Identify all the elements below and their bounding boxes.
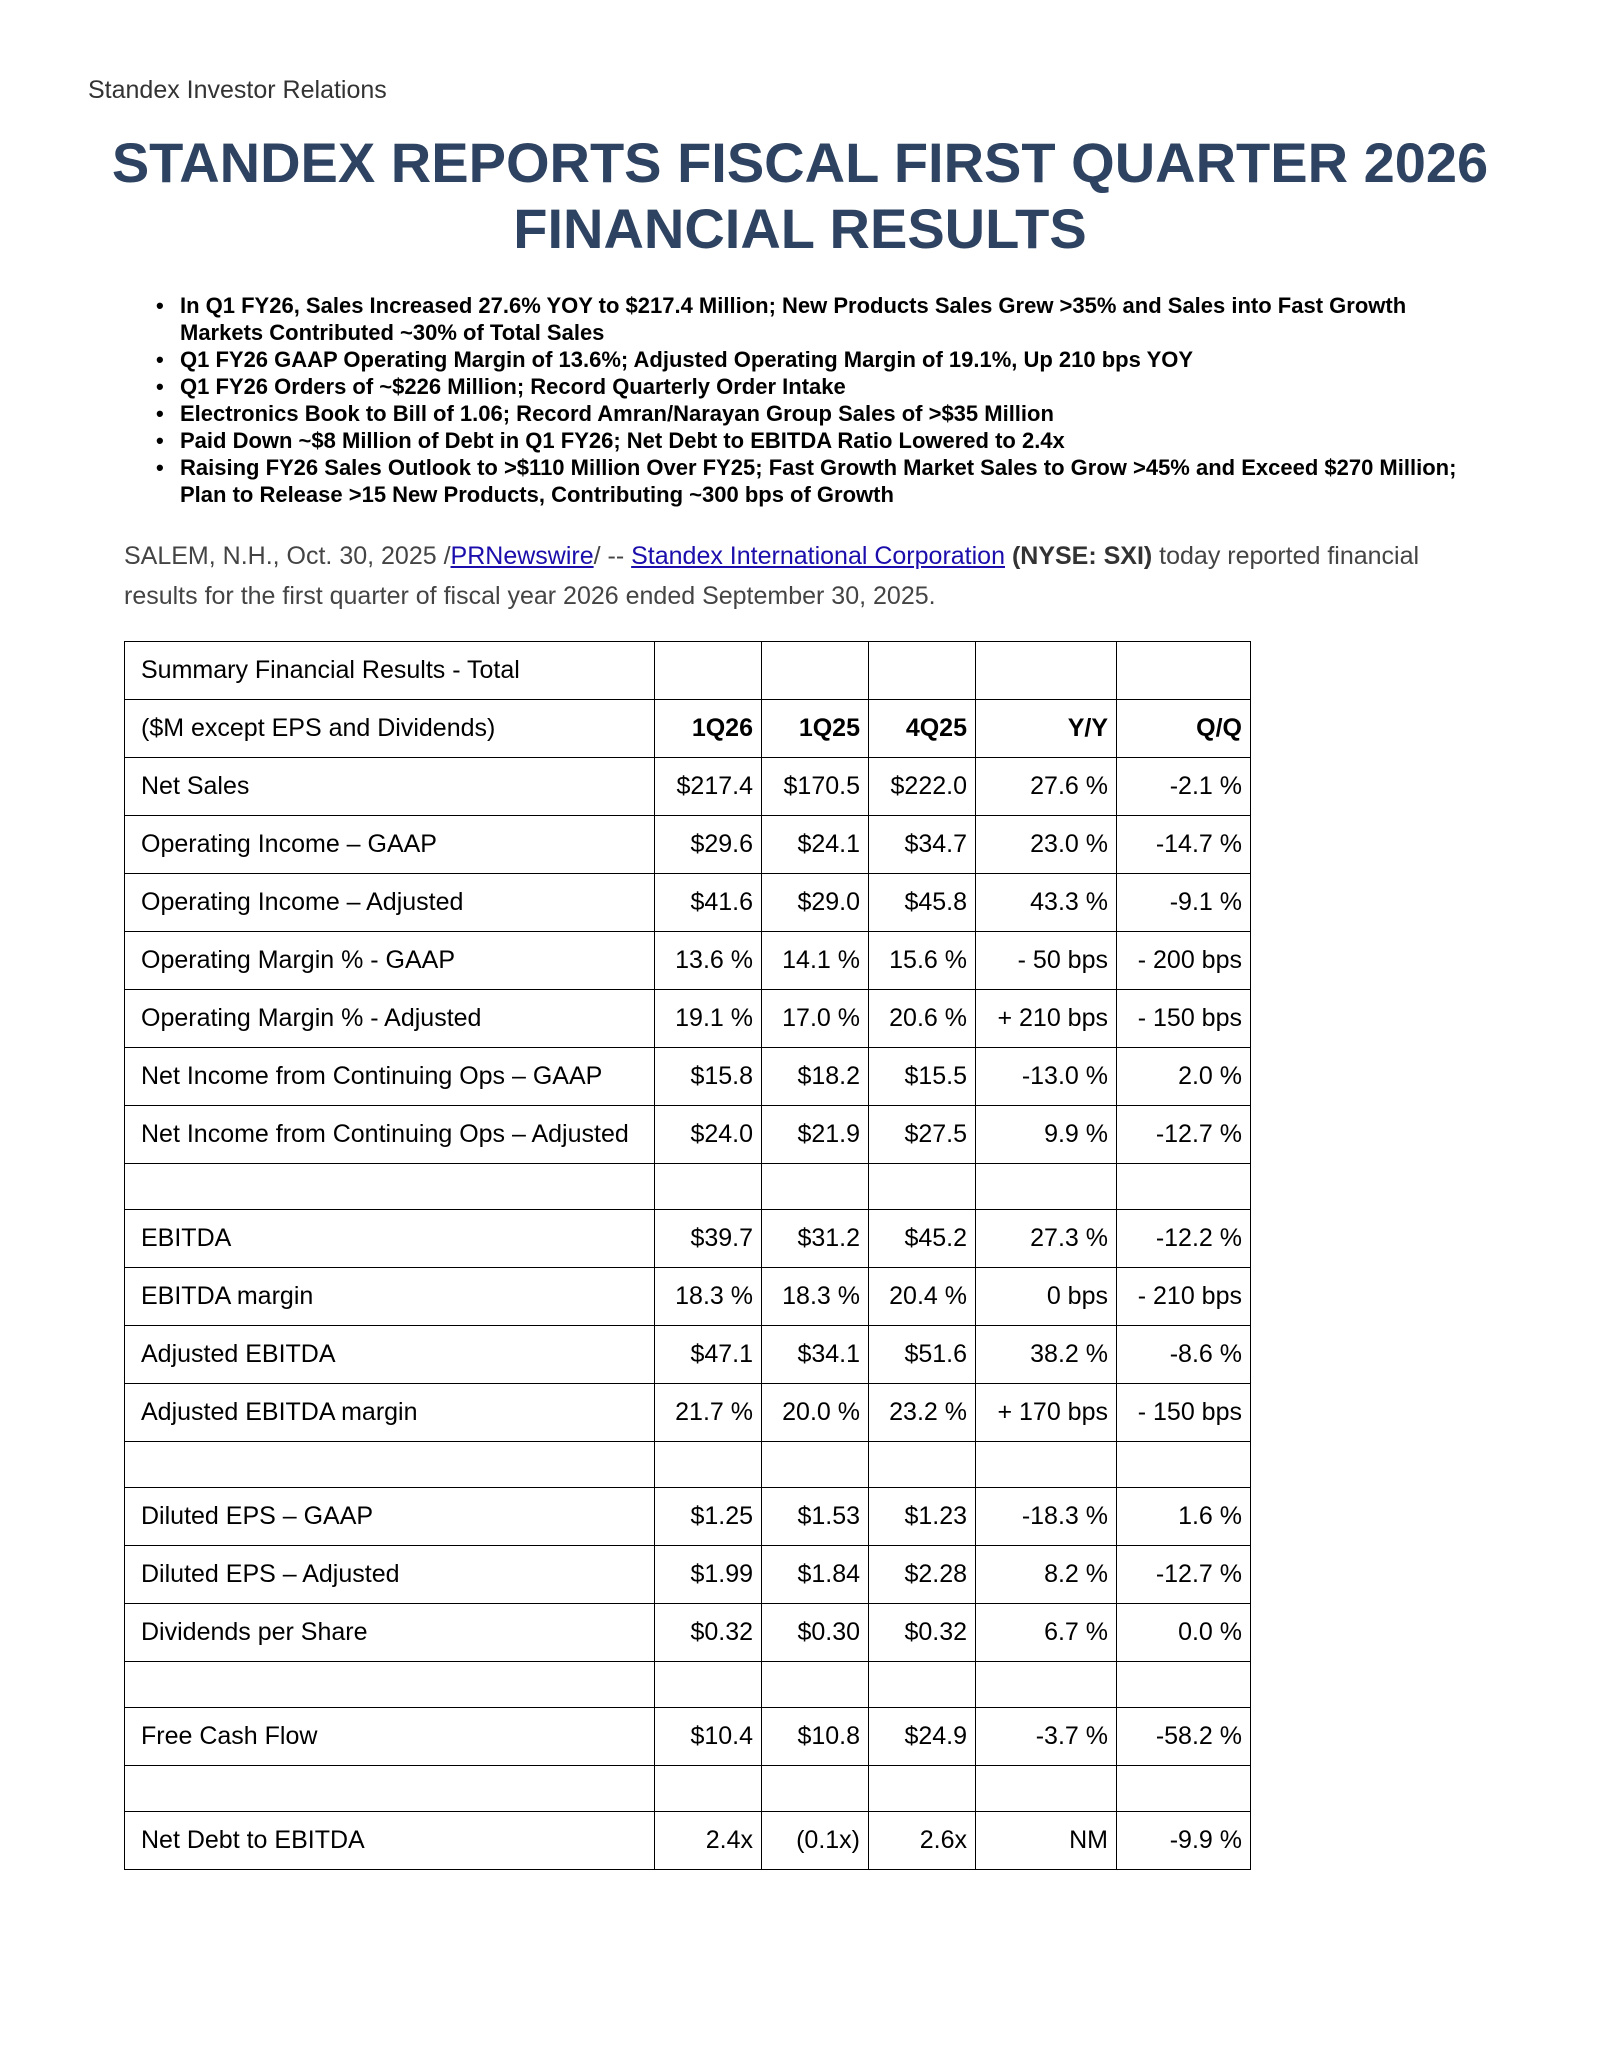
cell-value: 19.1 % <box>655 990 762 1048</box>
row-label: Net Sales <box>125 758 655 816</box>
table-spacer-row <box>125 1442 1251 1488</box>
header-label: ($M except EPS and Dividends) <box>125 700 655 758</box>
cell-value: 23.2 % <box>869 1384 976 1442</box>
table-row <box>125 1210 1251 1268</box>
row-label: Operating Margin % - Adjusted <box>125 990 655 1048</box>
cell-value: 13.6 % <box>655 932 762 990</box>
highlight-item: • Paid Down ~$8 Million of Debt in Q1 FY26; Net Debt to EBITDA Ratio Lowered to 2.4x <box>180 427 1480 454</box>
cell-value: 20.0 % <box>762 1384 869 1442</box>
cell-value: - 200 bps <box>1117 932 1251 990</box>
cell-value: $24.9 <box>869 1708 976 1766</box>
table-row <box>125 874 1251 932</box>
row-label: Diluted EPS – GAAP <box>125 1488 655 1546</box>
cell-value: $1.99 <box>655 1546 762 1604</box>
cell-value: $15.5 <box>869 1048 976 1106</box>
cell-value: $170.5 <box>762 758 869 816</box>
cell-value: -3.7 % <box>976 1708 1117 1766</box>
dateline-paragraph <box>124 536 1464 616</box>
cell-value: 20.6 % <box>869 990 976 1048</box>
cell-value: $27.5 <box>869 1106 976 1164</box>
column-header: Y/Y <box>976 700 1117 758</box>
cell-value: 18.3 % <box>762 1268 869 1326</box>
table-row <box>125 932 1251 990</box>
table-caption-row <box>125 642 1251 700</box>
row-label: EBITDA <box>125 1210 655 1268</box>
cell-value: 8.2 % <box>976 1546 1117 1604</box>
page-title: STANDEX REPORTS FISCAL FIRST QUARTER 2026 FINANCIAL RESULTS <box>111 131 1489 260</box>
cell-value: $10.8 <box>762 1708 869 1766</box>
table-row <box>125 1048 1251 1106</box>
cell-value: -18.3 % <box>976 1488 1117 1546</box>
cell-value: 27.3 % <box>976 1210 1117 1268</box>
cell-value: $2.28 <box>869 1546 976 1604</box>
table-row <box>125 1106 1251 1164</box>
table-spacer-row <box>125 1164 1251 1210</box>
cell-value: 43.3 % <box>976 874 1117 932</box>
highlight-item: • Q1 FY26 GAAP Operating Margin of 13.6%; Adjusted Operating Margin of 19.1%, Up 210 bps YOY <box>180 346 1480 373</box>
cell-value: 1.6 % <box>1117 1488 1251 1546</box>
cell-value: 0 bps <box>976 1268 1117 1326</box>
dateline-separator: / -- <box>593 542 632 570</box>
cell-value: - 210 bps <box>1117 1268 1251 1326</box>
column-header: 1Q26 <box>655 700 762 758</box>
cell-value: $29.6 <box>655 816 762 874</box>
row-label: Net Income from Continuing Ops – Adjusted <box>125 1106 655 1164</box>
cell-value: $0.30 <box>762 1604 869 1662</box>
column-header: 1Q25 <box>762 700 869 758</box>
highlight-item: • In Q1 FY26, Sales Increased 27.6% YOY to $217.4 Million; New Products Sales Grew >35% and Sales into Fast Growth Markets Contributed ~30% of Total Sales <box>180 292 1480 346</box>
cell-value: 18.3 % <box>655 1268 762 1326</box>
dateline-suffix: today reported financial results for the first quarter of fiscal year 2026 ended September 30, 2025. <box>124 542 1420 610</box>
cell-value: - 150 bps <box>1117 1384 1251 1442</box>
cell-value: -8.6 % <box>1117 1326 1251 1384</box>
cell-value: -14.7 % <box>1117 816 1251 874</box>
cell-value: $51.6 <box>869 1326 976 1384</box>
cell-value: $47.1 <box>655 1326 762 1384</box>
cell-value: $45.8 <box>869 874 976 932</box>
highlight-item: • Electronics Book to Bill of 1.06; Record Amran/Narayan Group Sales of >$35 Million <box>180 400 1480 427</box>
cell-value: $0.32 <box>655 1604 762 1662</box>
cell-value: (0.1x) <box>762 1812 869 1870</box>
table-row <box>125 1708 1251 1766</box>
cell-value: 38.2 % <box>976 1326 1117 1384</box>
cell-value: NM <box>976 1812 1117 1870</box>
table-row <box>125 1326 1251 1384</box>
cell-value: $10.4 <box>655 1708 762 1766</box>
row-label: Operating Margin % - GAAP <box>125 932 655 990</box>
cell-value: -2.1 % <box>1117 758 1251 816</box>
cell-value: 0.0 % <box>1117 1604 1251 1662</box>
dateline-prefix: SALEM, N.H., Oct. 30, 2025 / <box>124 542 451 570</box>
table-spacer-row <box>125 1662 1251 1708</box>
cell-value: $21.9 <box>762 1106 869 1164</box>
cell-value: - 150 bps <box>1117 990 1251 1048</box>
cell-value: -58.2 % <box>1117 1708 1251 1766</box>
prnewswire-link[interactable]: PRNewswire <box>450 542 594 570</box>
cell-value: $222.0 <box>869 758 976 816</box>
row-label: Operating Income – GAAP <box>125 816 655 874</box>
table-row <box>125 1384 1251 1442</box>
cell-value: $45.2 <box>869 1210 976 1268</box>
cell-value: $0.32 <box>869 1604 976 1662</box>
cell-value: $39.7 <box>655 1210 762 1268</box>
row-label: Diluted EPS – Adjusted <box>125 1546 655 1604</box>
cell-value: $29.0 <box>762 874 869 932</box>
cell-value: + 170 bps <box>976 1384 1117 1442</box>
source-label: Standex Investor Relations <box>88 76 387 104</box>
cell-value: 9.9 % <box>976 1106 1117 1164</box>
cell-value: $217.4 <box>655 758 762 816</box>
row-label: Net Income from Continuing Ops – GAAP <box>125 1048 655 1106</box>
table-row <box>125 816 1251 874</box>
cell-value: 17.0 % <box>762 990 869 1048</box>
cell-value: $24.1 <box>762 816 869 874</box>
row-label: Adjusted EBITDA <box>125 1326 655 1384</box>
table-row <box>125 758 1251 816</box>
cell-value: -12.2 % <box>1117 1210 1251 1268</box>
cell-value: $1.25 <box>655 1488 762 1546</box>
highlight-item: • Q1 FY26 Orders of ~$226 Million; Record Quarterly Order Intake <box>180 373 1480 400</box>
row-label: Free Cash Flow <box>125 1708 655 1766</box>
cell-value: 23.0 % <box>976 816 1117 874</box>
cell-value: - 50 bps <box>976 932 1117 990</box>
cell-value: $34.7 <box>869 816 976 874</box>
cell-value: 21.7 % <box>655 1384 762 1442</box>
table-row <box>125 1488 1251 1546</box>
cell-value: -9.1 % <box>1117 874 1251 932</box>
cell-value: 20.4 % <box>869 1268 976 1326</box>
cell-value: 15.6 % <box>869 932 976 990</box>
cell-value: 27.6 % <box>976 758 1117 816</box>
column-header: Q/Q <box>1117 700 1251 758</box>
cell-value: -12.7 % <box>1117 1546 1251 1604</box>
table-row <box>125 990 1251 1048</box>
cell-value: -13.0 % <box>976 1048 1117 1106</box>
row-label: Dividends per Share <box>125 1604 655 1662</box>
highlights-list <box>180 292 1480 508</box>
cell-value: $31.2 <box>762 1210 869 1268</box>
cell-value: $41.6 <box>655 874 762 932</box>
company-link[interactable]: Standex International Corporation <box>631 542 1005 570</box>
table-row <box>125 1546 1251 1604</box>
cell-value: $34.1 <box>762 1326 869 1384</box>
column-header: 4Q25 <box>869 700 976 758</box>
cell-value: 2.0 % <box>1117 1048 1251 1106</box>
cell-value: 2.6x <box>869 1812 976 1870</box>
table-caption: Summary Financial Results - Total <box>125 642 655 700</box>
cell-value: $24.0 <box>655 1106 762 1164</box>
cell-value: $1.23 <box>869 1488 976 1546</box>
table-spacer-row <box>125 1766 1251 1812</box>
cell-value: + 210 bps <box>976 990 1117 1048</box>
row-label: Operating Income – Adjusted <box>125 874 655 932</box>
table-row <box>125 1604 1251 1662</box>
table-header-row <box>125 700 1251 758</box>
table-row <box>125 1812 1251 1870</box>
cell-value: -12.7 % <box>1117 1106 1251 1164</box>
row-label: EBITDA margin <box>125 1268 655 1326</box>
cell-value: 6.7 % <box>976 1604 1117 1662</box>
summary-financial-table <box>124 641 1251 1870</box>
cell-value: $15.8 <box>655 1048 762 1106</box>
cell-value: 14.1 % <box>762 932 869 990</box>
ticker-label: (NYSE: SXI) <box>1011 542 1153 570</box>
table-row <box>125 1268 1251 1326</box>
cell-value: $18.2 <box>762 1048 869 1106</box>
cell-value: -9.9 % <box>1117 1812 1251 1870</box>
row-label: Net Debt to EBITDA <box>125 1812 655 1870</box>
cell-value: $1.84 <box>762 1546 869 1604</box>
row-label: Adjusted EBITDA margin <box>125 1384 655 1442</box>
highlight-item: • Raising FY26 Sales Outlook to >$110 Million Over FY25; Fast Growth Market Sales to Grow >45% and Exceed $270 Million; Plan to Release >15 New Products, Contributing ~300 bps of Growth <box>180 454 1480 508</box>
cell-value: $1.53 <box>762 1488 869 1546</box>
cell-value: 2.4x <box>655 1812 762 1870</box>
